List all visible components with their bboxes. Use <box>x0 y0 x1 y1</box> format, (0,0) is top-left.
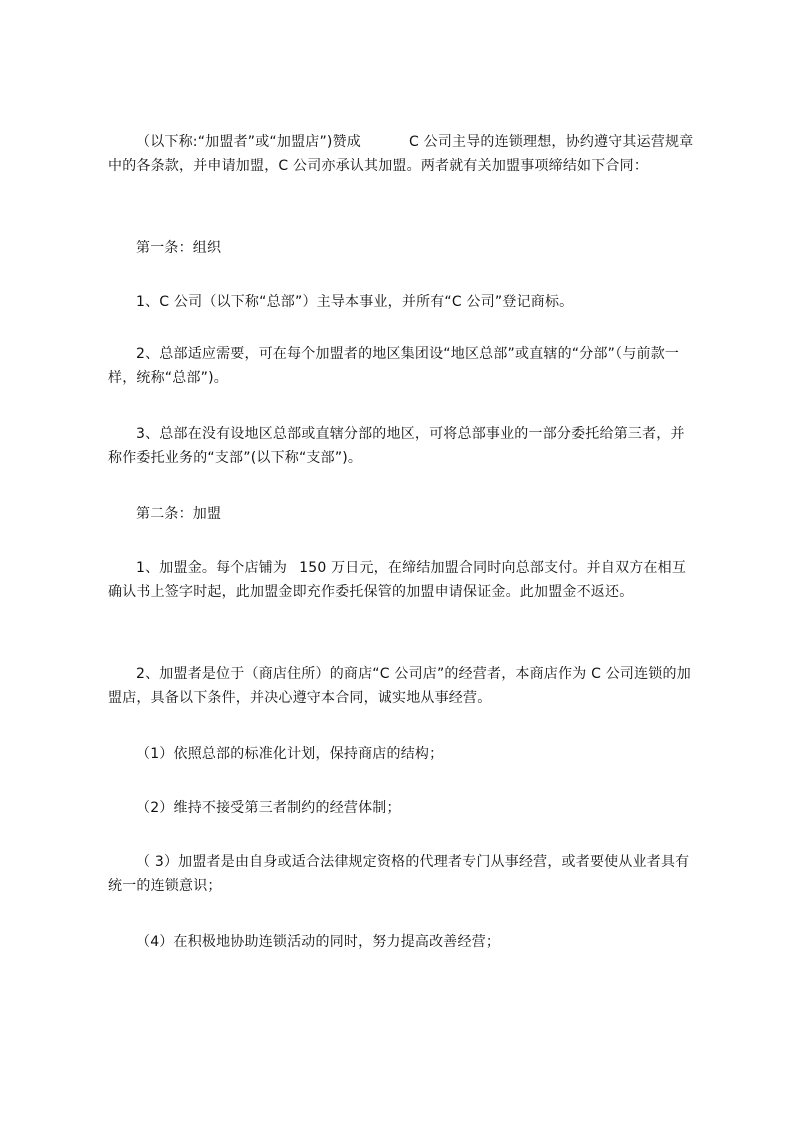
condition-4: （4）在积极地协助连锁活动的同时，努力提高改善经营； <box>136 934 501 950</box>
article1-item-1: 1、C 公司（以下称“总部”）主导本事业，并所有“C 公司”登记商标。 <box>136 294 574 310</box>
intro-text-part2: C 公司主导的连锁理想，协约遵守其运营规章中的各条款，并申请加盟，C 公司亦承认其加盟。两者就有关加盟事项缔结如下合同： <box>108 134 694 174</box>
article2-item-1-part1: 1、加盟金。每个店铺为 <box>136 560 288 576</box>
article2-item-1-part2: 150 万日元，在缔结加盟合同时向总部支付。并自双方在相互确认书上签字时起，此加盟金即充作委托保管的加盟申请保证金。此加盟金不返还。 <box>108 560 687 600</box>
condition-1: （1）依照总部的标准化计划，保持商店的结构； <box>136 746 444 762</box>
intro-text-part1: （以下称:“加盟者”或“加盟店”)赞成 <box>136 134 361 150</box>
intro-paragraph <box>108 130 698 178</box>
condition-3: （ 3）加盟者是由自身或适合法律规定资格的代理者专门从事经营，或者要使从业者具有统一的连锁意识； <box>108 854 690 894</box>
condition-2: （2）维持不接受第三者制约的经营体制； <box>136 800 401 816</box>
article2-item-2: 2、加盟者是位于（商店住所）的商店“C 公司店”的经营者，本商店作为 C 公司连锁的加盟店，具备以下条件，并决心遵守本合同，诚实地从事经营。 <box>108 666 691 706</box>
article1-item-2: 2、总部适应需要，可在每个加盟者的地区集团设“地区总部”或直辖的“分部”（与前款一样，统称“总部”)。 <box>108 346 680 386</box>
article2-item-1 <box>108 556 698 604</box>
article2-title: 第二条：加盟 <box>136 506 222 522</box>
article1-item-3: 3、总部在没有设地区总部或直辖分部的地区，可将总部事业的一部分委托给第三者，并称作委托业务的“支部”(以下称“支部”)。 <box>108 426 685 466</box>
article1-title: 第一条：组织 <box>136 240 222 256</box>
